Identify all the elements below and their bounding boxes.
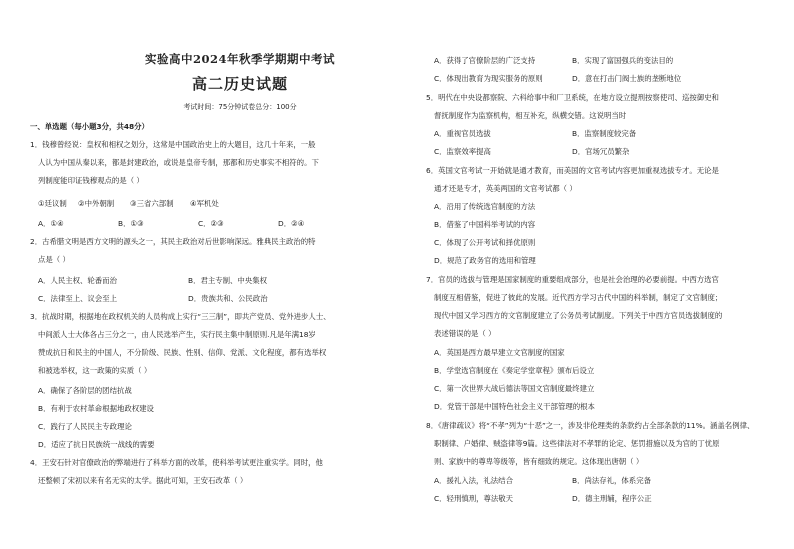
q5-option-d: D．官场冗员繁杂 <box>572 147 630 156</box>
q6-option-a: A．沿用了传统选官制度的方法 <box>434 202 536 211</box>
q2-option-c: C．法律至上、议会至上 <box>38 294 118 303</box>
q2-line1: 2．古希腊文明是西方文明的源头之一，其民主政治对后世影响深远。雅典民主政治的特 <box>30 237 316 246</box>
q5-line1: 5．明代在中央设都察院、六科给事中和厂卫系统，在地方设立提刑按察使司、巡按御史和 <box>426 93 719 102</box>
q7-line3: 现代中国又学习西方的文官制度建立了公务员考试制度。下列关于中西方官员选拔制度的 <box>434 311 723 320</box>
q5-line2: 督抚制度作为监察机构，相互补充，纵横交错。这说明当时 <box>434 111 627 120</box>
q8-option-d: D．德主刑辅，程序公正 <box>572 494 652 503</box>
q1-line2: 人认为中国从秦以来，都是封建政治，或说是皇帝专制，那都和历史事实不相符的。下 <box>38 158 319 167</box>
q2-option-a: A．人民主权、轮番而治 <box>38 276 117 285</box>
q2-option-b: B．君主专制、中央集权 <box>188 276 267 285</box>
exam-title: 实验高中2024年秋季学期期中考试 <box>144 52 335 66</box>
q7-option-b: B．学堂选官制度在《奏定学堂章程》颁布后设立 <box>434 366 595 375</box>
q2-line2: 点是（ ） <box>38 255 70 264</box>
q3-option-d: D．适应了抗日民族统一战线的需要 <box>38 440 155 449</box>
q4-option-c: C．体现出教育为现实服务的原则 <box>434 74 543 83</box>
q3-line4: 和被选举权，这一政策的实质（ ） <box>38 366 152 375</box>
q1-option-b: B．①③ <box>118 219 144 228</box>
q6-option-b: B．借鉴了中国科举考试的内容 <box>434 220 536 229</box>
q3-line2: 中间派人士大体各占三分之一，由人民选举产生，实行民主集中制原则.凡是年满18岁 <box>38 330 316 339</box>
q2-option-d: D．贵族共和、公民政治 <box>188 294 268 303</box>
q7-line1: 7．官员的选拔与管理是国家制度的重要组成部分，也是社会治理的必要前提。中西方选官 <box>426 275 719 284</box>
right-column <box>420 0 780 549</box>
q7-option-c: C．第一次世界大战后德法等国文官制度最终建立 <box>434 384 595 393</box>
q1-option-c: C．②③ <box>198 219 224 228</box>
q8-option-a: A．援礼入法，礼法结合 <box>434 476 513 485</box>
q8-option-c: C．轻刑慎刑，尊法敬天 <box>434 494 514 503</box>
left-column <box>30 0 390 549</box>
q3-line3: 赞成抗日和民主的中国人，不分阶级、民族、性别、信仰、党派、文化程度，都有选举权 <box>38 348 327 357</box>
q8-line1: 8．《唐律疏议》将“不孝”列为“十恶”之一，涉及非伦理类的条款约占全部条款的11%。涵盖名例律、 <box>426 421 755 430</box>
section-heading: 一、单选题（每小题3分，共48分） <box>30 122 149 131</box>
q1-line1: 1．钱穆曾经说：皇权和相权之划分，这常是中国政治史上的大题目，这几十年来，一般 <box>30 140 316 149</box>
q4-option-b: B．实现了富国强兵的变法目的 <box>572 56 674 65</box>
q6-option-c: C．体现了公开考试和择优原则 <box>434 238 536 247</box>
q1-item-2: ②中外朝制 <box>78 199 115 208</box>
q1-item-3: ③三省六部制 <box>130 199 174 208</box>
q1-item-4: ④军机处 <box>190 199 219 208</box>
q4-line2: 还整顿了宋初以来有名无实的太学。据此可知，王安石改革（ ） <box>38 476 248 485</box>
q4-option-a: A．获得了官僚阶层的广泛支持 <box>434 56 536 65</box>
q3-option-a: A．确保了各阶层的团结抗战 <box>38 386 132 395</box>
q5-option-c: C．监察效率提高 <box>434 147 491 156</box>
q6-option-d: D．规范了政务官的选用和管理 <box>434 256 536 265</box>
q8-line2: 职制律、户婚律、贼盗律等9篇。这些律法对不孝罪的论定、惩罚措施以及为官的丁忧原 <box>434 439 720 448</box>
q7-option-d: D．党管干部是中国特色社会主义干部管理的根本 <box>434 402 595 411</box>
q5-option-a: A．重视官员选拔 <box>434 129 491 138</box>
q3-option-b: B．有利于农村革命根据地政权建设 <box>38 404 154 413</box>
q8-line3: 则、家族中的尊卑等级等，皆有细致的规定。这体现出唐朝（ ） <box>434 457 644 466</box>
q6-line1: 6．英国文官考试一开始就是通才教育，而美国的文官考试内容更加重视选拔专才。无论是 <box>426 166 719 175</box>
q6-line2: 通才还是专才，英美两国的文官考试都（ ） <box>434 184 577 193</box>
q7-line2: 制度互相借鉴，促进了彼此的发展。近代西方学习古代中国的科举制，制定了文官制度； <box>434 293 723 302</box>
q7-option-a: A．英国是西方最早建立文官制度的国家 <box>434 348 565 357</box>
q7-line4: 表述错误的是（ ） <box>434 329 496 338</box>
exam-info: 考试时间：75分钟试卷总分：100分 <box>183 103 297 111</box>
q1-option-d: D．②④ <box>278 219 305 228</box>
q4-option-d: D．意在打击门阀士族的垄断地位 <box>572 74 682 83</box>
q1-line3: 列制度能印证钱穆观点的是（ ） <box>38 176 144 185</box>
q1-option-a: A．①④ <box>38 219 64 228</box>
q1-item-1: ①廷议制 <box>38 199 67 208</box>
exam-subject-title: 高二历史试题 <box>191 75 288 93</box>
q4-line1: 4．王安石针对官僚政治的弊端进行了科举方面的改革，使科举考试更注重实学。同时，他 <box>30 458 323 467</box>
q3-line1: 3．抗战时期，根据地在政权机关的人员构成上实行“三三制”，即共产党员、党外进步人士、 <box>30 312 331 321</box>
q5-option-b: B．监察制度较完备 <box>572 129 637 138</box>
q3-option-c: C．践行了人民民主专政理论 <box>38 422 132 431</box>
q8-option-b: B．尚法存礼，体系完备 <box>572 476 651 485</box>
